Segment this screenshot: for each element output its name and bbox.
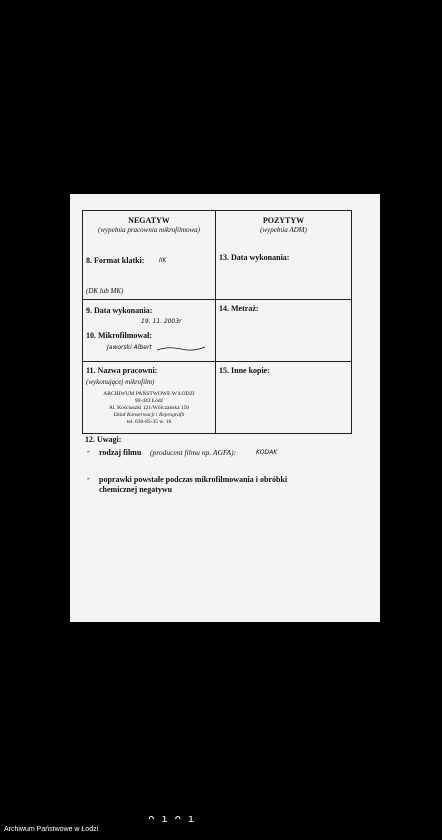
- nazwa-pracowni-label: 11. Nazwa pracowni:: [86, 366, 158, 375]
- mikrofilmowal-label: 10. Mikrofilmował:: [86, 331, 153, 340]
- row-divider: [83, 361, 351, 362]
- negatyw-subtitle: (wypełnia pracownia mikrofilmowa): [97, 226, 200, 234]
- archive-stamp-line3: Al. Kościuszki 121/Wólczańska 150: [108, 405, 190, 411]
- signature-stroke-icon: [155, 345, 207, 353]
- archive-stamp-line2: 90-443 Łódź: [134, 398, 164, 404]
- archive-stamp-line5: tel. 636-85-35 w. 16: [126, 419, 172, 425]
- rodzaj-filmu-hint: (producent filmu np. AGFA):: [150, 448, 237, 457]
- inne-kopie-label: 15. Inne kopie:: [219, 366, 270, 375]
- poprawki-line1: poprawki powstałe podczas mikrofilmowania i obróbki: [99, 475, 288, 484]
- dk-mk-note: (DK lub MK): [86, 287, 124, 295]
- archive-stamp-line4: Dział Konserwacji i Reprografii: [113, 412, 185, 418]
- pozytyw-title: POZYTYW: [262, 216, 305, 225]
- column-divider: [215, 211, 216, 433]
- row-divider: [83, 299, 351, 300]
- negatyw-title: NEGATYW: [128, 216, 170, 225]
- rodzaj-filmu-label: rodzaj filmu: [99, 448, 142, 457]
- form-table: [82, 210, 352, 434]
- data-wykonania-label: 9. Data wykonania:: [86, 306, 153, 315]
- pozytyw-subtitle: (wypełnia ADM): [260, 226, 307, 234]
- format-klatki-value: IIK: [159, 257, 167, 264]
- nazwa-pracowni-sub: (wykonującej mikrofilm): [86, 378, 155, 386]
- rodzaj-filmu-value: KODAK: [256, 449, 278, 456]
- mikrofilmowal-signature: Jaworski Albert: [107, 344, 152, 351]
- bullet: -: [87, 447, 90, 456]
- data-wykonania-pozytyw-label: 13. Data wykonania:: [219, 253, 290, 262]
- reel-marks: ᴖ ı ᴖ ı: [148, 812, 195, 825]
- form-sheet: [70, 194, 380, 622]
- archive-name: Archiwum Państwowe w Łodzi: [4, 826, 99, 833]
- metraz-label: 14. Metraż:: [219, 304, 259, 313]
- archive-stamp-line1: ARCHIWUM PAŃSTWOWE W ŁODZI: [103, 391, 195, 397]
- uwagi-label: 12. Uwagi:: [85, 435, 122, 444]
- format-klatki-label: 8. Format klatki:: [86, 256, 145, 265]
- bullet: -: [87, 474, 90, 483]
- poprawki-line2: chemicznej negatywu: [99, 485, 173, 494]
- data-wykonania-value: 19. 11. 2003r: [141, 318, 182, 325]
